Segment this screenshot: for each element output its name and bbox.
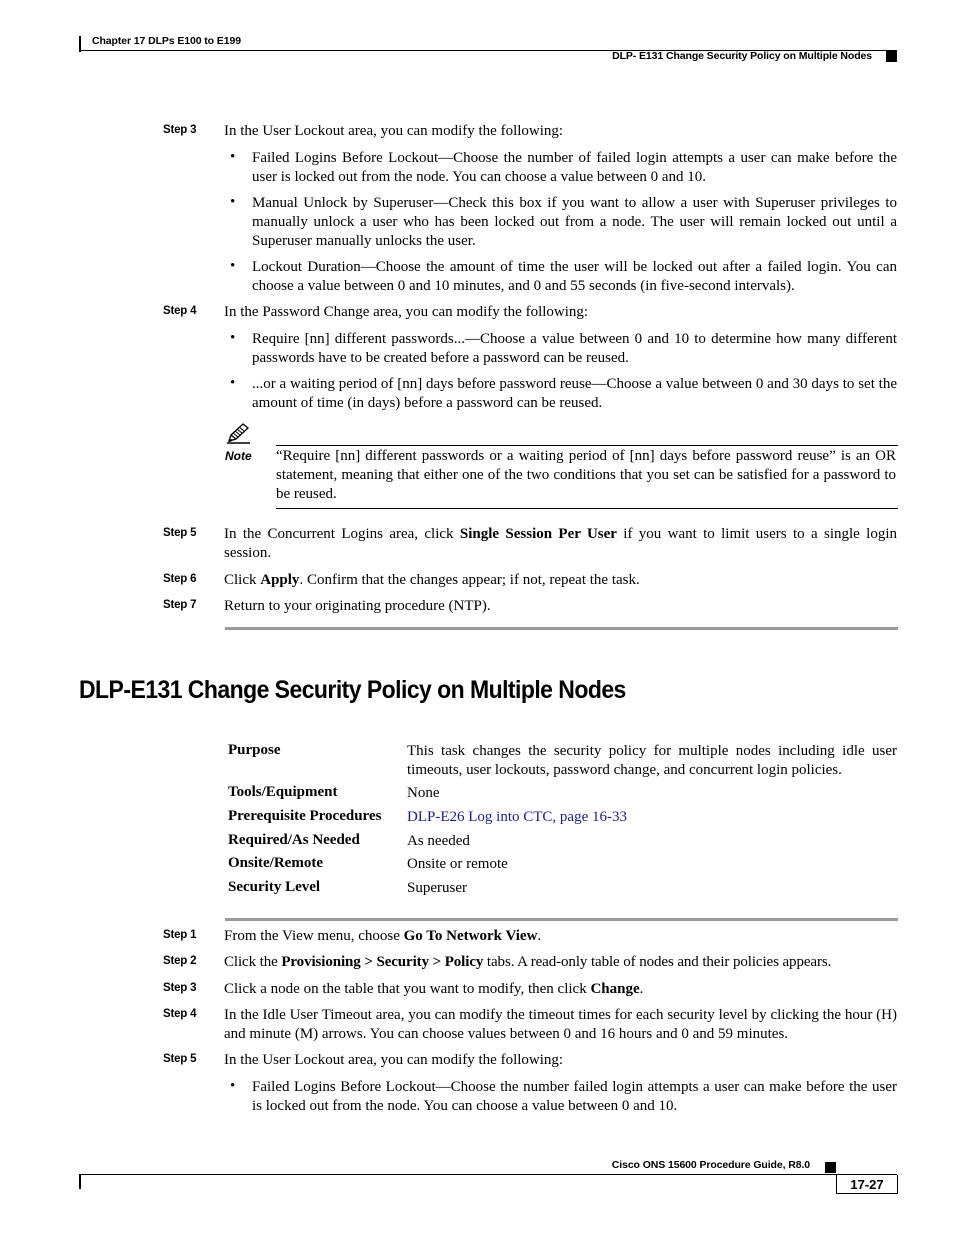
note-text: “Require [nn] different passwords or a waiting period of [nn] days before password reuse” is an OR statement, meaning that either one of the two conditions that you set can be satisfied for a password to be reused. [276,448,896,502]
ui-term: Change [590,981,640,997]
table-bottom-rule [225,918,898,921]
step-text: From the View menu, choose Go To Network View. [224,928,542,944]
step-text: In the Concurrent Logins area, click Single Session Per User if you want to limit users to a single login session. [224,526,897,561]
header-section: DLP- E131 Change Security Policy on Multiple Nodes [612,50,872,62]
table-row-label: Required/As Needed [228,832,360,848]
step-label: Step 2 [163,955,197,967]
bullet-icon: • [230,1078,236,1094]
bullet-icon: • [230,375,236,391]
table-row-label: Prerequisite Procedures [228,808,382,824]
step-label: Step 7 [163,599,197,611]
bullet-icon: • [230,149,236,165]
step-label: Step 5 [163,527,197,539]
end-of-task-rule [225,627,898,630]
list-item: Require [nn] different passwords...—Choose a value between 0 and 10 to determine how many different passwords have to be created before a password can be reused. [252,331,897,366]
list-item: Manual Unlock by Superuser—Check this box if you want to allow a user with Superuser privileges to manually unlock a user who has been locked out from a node. The user will remain locked out until a Superuser manually unlocks the user. [252,195,897,249]
list-item: ...or a waiting period of [nn] days before password reuse—Choose a value between 0 and 30 days to set the amount of time (in days) before a password can be reused. [252,376,897,411]
step-text: Return to your originating procedure (NTP). [224,598,491,614]
list-item: Failed Logins Before Lockout—Choose the number of failed login attempts a user can make before the user is locked out from the node. You can choose a value between 0 and 10. [252,150,897,185]
step-label: Step 5 [163,1053,197,1065]
step-label: Step 3 [163,982,197,994]
pencil-icon [226,422,252,444]
step-text: In the Password Change area, you can modify the following: [224,304,589,320]
ui-term: Single Session Per User [459,526,617,542]
ui-term: Go To Network View [403,928,538,944]
footer-left-rule [79,1175,81,1189]
list-item: Lockout Duration—Choose the amount of time the user will be locked out after a failed login. You can choose a value between 0 and 10 minutes, and 0 and 55 seconds (in five-second intervals). [252,259,897,294]
step-text: Click the Provisioning > Security > Policy tabs. A read-only table of nodes and their policies appears. [224,954,832,970]
ui-term: Apply [260,572,300,588]
bullet-icon: • [230,194,236,210]
table-row-label: Tools/Equipment [228,784,338,800]
header-marker [886,51,897,62]
footer-rule [79,1174,897,1175]
step-label: Step 3 [163,124,197,136]
step-label: Step 4 [163,305,197,317]
note-bottom-rule [276,508,898,509]
step-label: Step 4 [163,1008,197,1020]
note-label: Note [225,449,252,463]
footer-guide-title: Cisco ONS 15600 Procedure Guide, R8.0 [611,1159,810,1171]
list-item: Failed Logins Before Lockout—Choose the number failed login attempts a user can make before the user is locked out from the node. You can choose a value between 0 and 10. [252,1079,897,1114]
note-top-rule [276,445,898,446]
table-row-value: This task changes the security policy for multiple nodes including idle user timeouts, user lockouts, password change, and concurrent login policies. [407,743,897,778]
section-title: DLP-E131 Change Security Policy on Multiple Nodes [79,676,626,704]
table-row-label: Onsite/Remote [228,855,323,871]
step-label: Step 1 [163,929,197,941]
step-text: Click a node on the table that you want to modify, then click Change. [224,981,644,997]
table-row-value: Onsite or remote [407,856,508,872]
bullet-icon: • [230,330,236,346]
step-text: In the User Lockout area, you can modify the following: [224,123,564,139]
step-text: Click Apply. Confirm that the changes appear; if not, repeat the task. [224,572,640,588]
table-row-label: Security Level [228,879,321,895]
footer-marker [825,1162,836,1173]
header-chapter: Chapter 17 DLPs E100 to E199 [92,35,241,47]
bullet-icon: • [230,258,236,274]
prerequisite-link[interactable]: DLP-E26 Log into CTC, page 16-33 [407,809,627,825]
table-row-value: None [407,785,440,801]
table-row-label: Purpose [228,742,281,758]
table-row-value: As needed [407,833,470,849]
table-row-value: Superuser [407,880,467,896]
step-text: In the User Lockout area, you can modify the following: [224,1052,564,1068]
step-text: In the Idle User Timeout area, you can modify the timeout times for each security level by clicking the hour (H) and minute (M) arrows. You can choose values between 0 and 16 hours and 0 and 59 minutes. [224,1007,897,1042]
page-number: 17-27 [836,1175,898,1194]
step-label: Step 6 [163,573,197,585]
ui-term: Provisioning > Security > Policy [281,954,484,970]
